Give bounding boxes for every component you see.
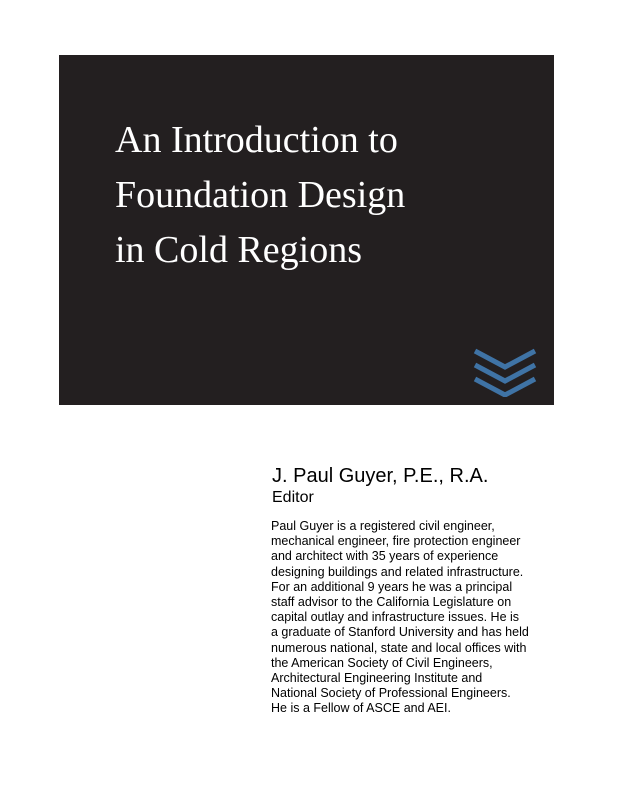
- bio-line: staff advisor to the California Legislature on: [271, 595, 512, 610]
- bio-line: For an additional 9 years he was a principal: [271, 579, 513, 594]
- author-role: Editor: [272, 489, 314, 506]
- bio-line: Architectural Engineering Institute and: [271, 671, 483, 686]
- bio-line: the American Society of Civil Engineers,: [271, 655, 493, 670]
- cover-panel: [59, 55, 554, 405]
- bio-line: Paul Guyer is a registered civil engineer,: [271, 519, 495, 533]
- bio-line: He is a Fellow of ASCE and AEI.: [271, 701, 451, 716]
- triple-chevron-down-icon: [472, 345, 538, 397]
- bio-line: a graduate of Stanford University and has held: [271, 625, 529, 640]
- bio-line: National Society of Professional Engineers.: [271, 686, 511, 701]
- book-title: [115, 113, 535, 278]
- bio-line: numerous national, state and local offices with: [271, 640, 527, 655]
- book-title-line: An Introduction to: [115, 119, 398, 161]
- bio-line: mechanical engineer, fire protection engineer: [271, 534, 521, 549]
- bio-line: and architect with 35 years of experience: [271, 549, 499, 564]
- book-title-line: in Cold Regions: [115, 229, 363, 271]
- bio-line: designing buildings and related infrastructure.: [271, 564, 524, 579]
- book-title-line: Foundation Design: [115, 174, 406, 216]
- author-bio: [271, 519, 571, 717]
- author-block: [272, 464, 572, 508]
- author-name: J. Paul Guyer, P.E., R.A.: [272, 465, 489, 487]
- bio-line: capital outlay and infrastructure issues. He is: [271, 610, 520, 625]
